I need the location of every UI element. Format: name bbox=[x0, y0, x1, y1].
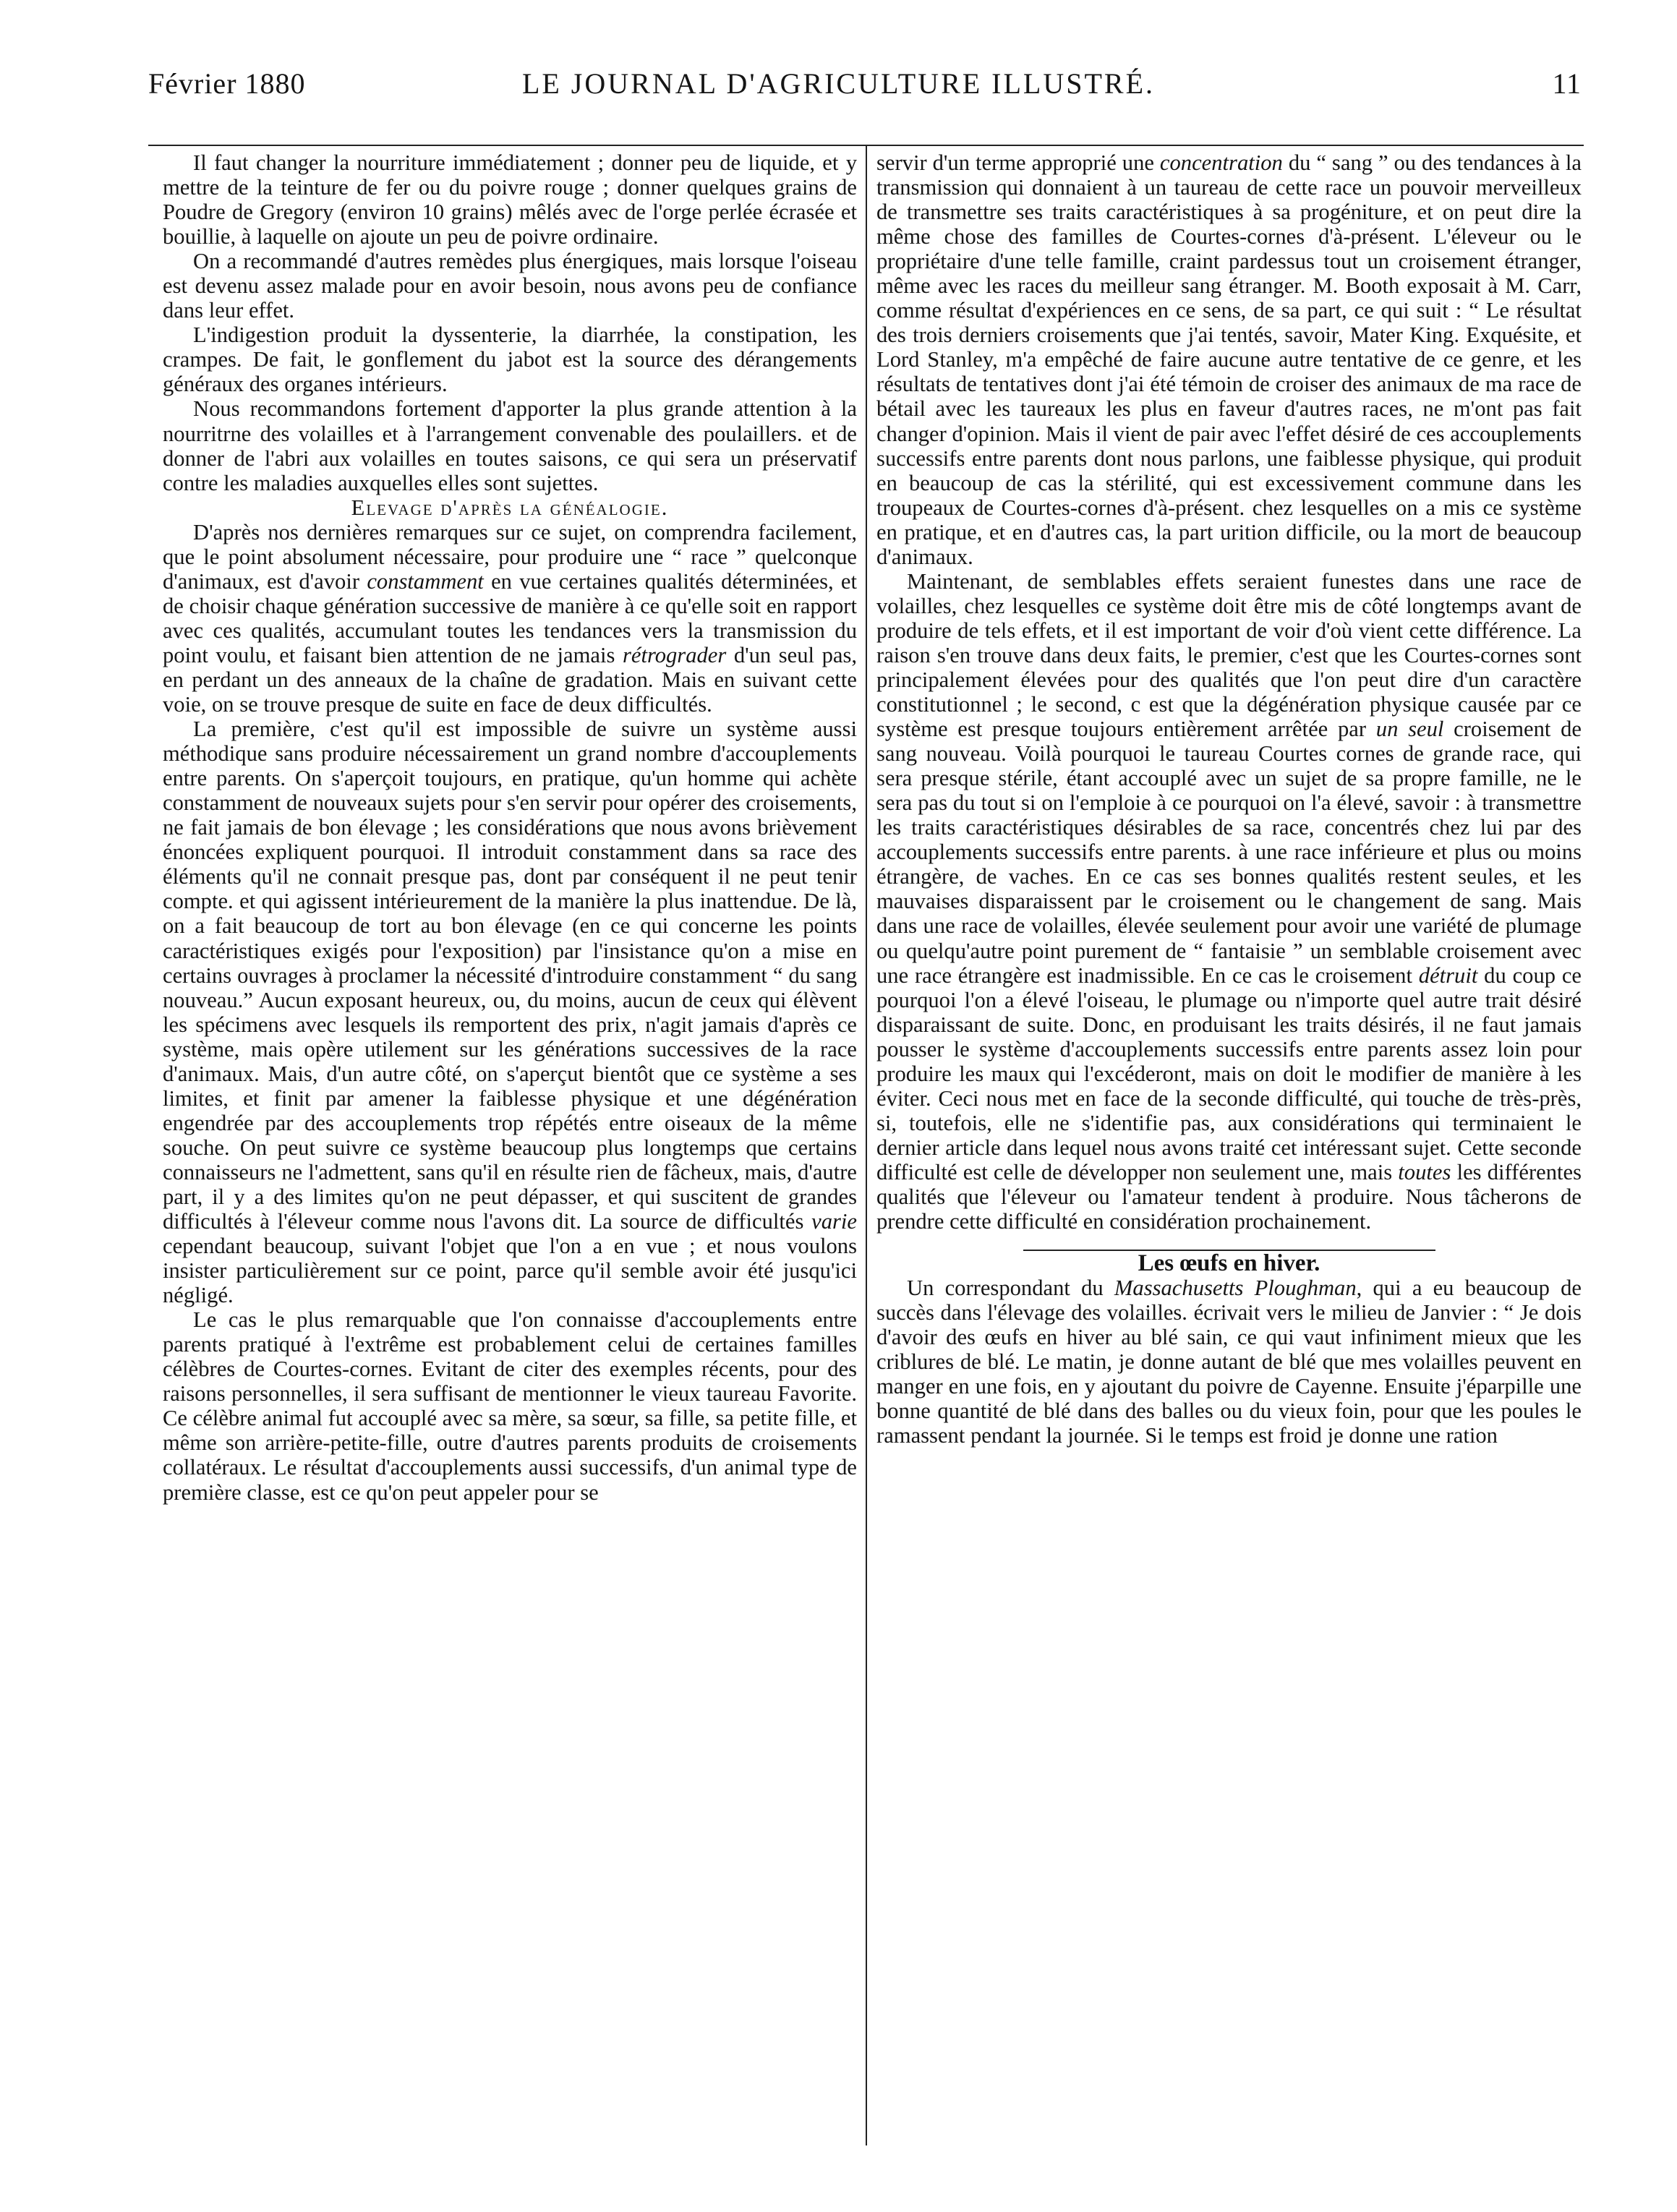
column-divider bbox=[866, 146, 867, 2145]
paragraph: L'indigestion produit la dyssenterie, la diarrhée, la constipation, les crampes. De fait, le gonflement du jabot est la source des dérangements généraux des organes intérieurs. bbox=[163, 323, 857, 397]
issue-date: Février 1880 bbox=[148, 67, 306, 100]
paragraph: Il faut changer la nourriture immédiatement ; donner peu de liquide, et y mettre de la teinture de fer ou du poivre rouge ; donner quelques grains de Poudre de Gregory (environ 10 grains) mêlés avec de l'orge perlée écrasée et bouillie, à laquelle on ajoute un peu de poivre ordinaire. bbox=[163, 150, 857, 249]
section-heading: Les œufs en hiver. bbox=[1138, 1250, 1320, 1277]
paragraph: La première, c'est qu'il est impossible de suivre un système aussi méthodique sans produire nécessairement un grand nombre d'accouplements entre parents. On s'aperçoit toujours, en pratique, qu'un homme qui achète constamment de nouveaux sujets pour s'en servir pour opérer des croisements, ne fait jamais de bon élevage ; les considérations que nous avons brièvement énoncées expliquent pourquoi. Il introduit constamment dans sa race des éléments qu'il ne connait presque pas, dont par conséquent il ne peut tenir compte. et qui agissent intérieurement de la manière la plus inattendue. De là, on a fait beaucoup de tort au bon élevage (en ce qui concerne les points caractéristiques exigés pour l'exposition) par l'insistance qu'on a mise en certains ouvrages à proclamer la nécessité d'introduire constamment “ du sang nouveau.” Aucun exposant heureux, ou, du moins, aucun de ceux qui élèvent les spécimens avec lesquels ils remportent des prix, n'agit jamais d'après ce système, mais opère utilement sur les générations successives de la race d'animaux. Mais, d'un autre côté, on s'aperçut bientôt que ce système a ses limites, et finit par amener la faiblesse physique et une dégénération engendrée par des accouplements trop répétés entre oiseaux de la même souche. On peut suivre ce système beaucoup plus longtemps que certains connaisseurs ne l'admettent, sans qu'il en résulte rien de fâcheux, mais, d'autre part, il y a des limites qu'on ne peut dépasser, et qui suscitent de grandes difficultés à l'éleveur comme nous l'avons dit. La source de difficultés varie cependant beaucoup, suivant l'objet que l'on a en vue ; et nous voulons insister particulièrement sur ce point, parce qu'il semble avoir été jusqu'ici négligé. bbox=[163, 717, 857, 1308]
paragraph: servir d'un terme approprié une concentration du “ sang ” ou des tendances à la transmission qui donnaient à un taureau de cette race un pouvoir merveilleux de transmettre ses traits caractéristiques à sa progéniture, et on peut dire la même chose des familles de Courtes-cornes d'à-présent. L'éleveur ou le propriétaire d'une telle famille, craint pardessus tout un croisement étranger, même avec les races du meilleur sang étranger. M. Booth exposait à M. Carr, comme résultat d'expériences en ce sens, de sa part, ce qui suit : “ Le résultat des trois derniers croisements que j'ai tentés, savoir, Mater King. Exquésite, et Lord Stanley, m'a empêché de faire aucune autre tentative de ce genre, et les résultats de tentatives dont j'ai été témoin de croiser des animaux de ma race de bétail avec les taureaux les plus en faveur d'autres races, ne m'ont pas fait changer d'opinion. Mais il vient de pair avec l'effet désiré de ces accouplements successifs entre parents dont nous parlons, une faiblesse physique, qui produit en beaucoup de cas la stérilité, qui est excessivement commune dans les troupeaux de Courtes-cornes d'à-présent. chez lesquelles on a mis ce système en pratique, et en d'autres cas, la part urition difficile, ou la mort de beaucoup d'animaux. bbox=[876, 150, 1582, 569]
paragraph: D'après nos dernières remarques sur ce sujet, on comprendra facilement, que le point absolument nécessaire, pour produire une “ race ” quelconque d'animaux, est d'avoir constamment en vue certaines qualités déterminées, et de choisir chaque génération successive de manière à ce qu'elle soit en rapport avec ces qualités, accumulant toutes les tendances vers la transmission du point voulu, et faisant bien attention de ne jamais rétrograder d'un seul pas, en perdant un des anneaux de la chaîne de gradation. Mais en suivant cette voie, on se trouve presque de suite en face de deux difficultés. bbox=[163, 519, 857, 717]
section-heading: Elevage d'après la généalogie. bbox=[351, 495, 669, 520]
paragraph: Nous recommandons fortement d'apporter la plus grande attention à la nourritrne des volailles et à l'arrangement convenable des poulaillers. et de donner de l'abri aux volailles en toutes saisons, ce qui sera un préservatif contre les maladies auxquelles elles sont sujettes. bbox=[163, 396, 857, 495]
left-column bbox=[163, 150, 857, 1505]
paragraph: Le cas le plus remarquable que l'on connaisse d'accouplements entre parents pratiqué à l'extrême est probablement celui de certaines familles célèbres de Courtes-cornes. Evitant de citer des exemples récents, pour des raisons personnelles, il sera suffisant de mentionner le vieux taureau Favorite. Ce célèbre animal fut accouplé avec sa mère, sa sœur, sa fille, sa petite fille, et même son arrière-petite-fille, outre d'autres parents produits de croisements collatéraux. Le résultat d'accouplements aussi successifs, d'un animal type de première classe, est ce qu'on peut appeler pour se bbox=[163, 1307, 857, 1505]
paragraph: Un correspondant du Massachusetts Ploughman, qui a eu beaucoup de succès dans l'élevage des volailles. écrivait vers le milieu de Janvier : “ Je dois d'avoir des œufs en hiver au blé sain, ce qui vaut infiniment mieux que les criblures de blé. Le matin, je donne autant de blé que mes volailles peuvent en manger en une fois, en y ajoutant du poivre de Cayenne. Ensuite j'éparpille une bonne quantité de blé dans des balles ou du vieux foin, pour que les poules le ramassent pendant la journée. Si le temps est froid je donne une ration bbox=[876, 1276, 1582, 1448]
right-column bbox=[876, 150, 1582, 1448]
paragraph: On a recommandé d'autres remèdes plus énergiques, mais lorsque l'oiseau est devenu assez malade pour en avoir besoin, nous avons peu de confiance dans leur effet. bbox=[163, 249, 857, 323]
journal-title: LE JOURNAL D'AGRICULTURE ILLUSTRÉ. bbox=[521, 67, 1156, 100]
page-number: 11 bbox=[1552, 67, 1582, 100]
paragraph: Maintenant, de semblables effets seraient funestes dans une race de volailles, chez lesquelles ce système doit être mis de côté longtemps avant de produire de tels effets, et il est important de voir d'où vient cette différence. La raison s'en trouve dans deux faits, le premier, c'est que les Courtes-cornes sont principalement élevées pour des qualités que l'on peut dire d'un caractère constitutionnel ; le second, c est que la dégénération physique causée par ce système est presque toujours entièrement arrêtée par un seul croisement de sang nouveau. Voilà pourquoi le taureau Courtes cornes de grande race, qui sera presque stérile, étant accouplé avec un sujet de sa propre famille, ne le sera pas du tout si on l'emploie à ce pourquoi on l'a élevé, savoir : à transmettre les traits caractéristiques désirables de sa race, concentrés chez lui par des accouplements successifs entre parents. à une race inférieure et plus ou moins étrangère, de vaches. En ce cas ses bonnes qualités restent seules, et les mauvaises disparaissent par le croisement ou le changement de sang. Mais dans une race de volailles, élevée seulement pour avoir une variété de plumage ou quelqu'autre point purement de “ fantaisie ” un semblable croisement avec une race étrangère est inadmissible. En ce cas le croisement détruit du coup ce pourquoi l'on a élevé l'oiseau, le plumage ou n'importe quel autre trait désiré disparaissant de suite. Donc, en produisant les traits désirés, il ne faut jamais pousser le système d'accouplements successifs entre parents assez loin pour produire les maux qui l'excéderont, mais on doit le modifier de manière à les éviter. Ceci nous met en face de la seconde difficulté, qui touche de très-près, si, toutefois, elle ne s'identifie pas, aux considérations qui terminaient le dernier article dans lequel nous avons traité cet intéressant sujet. Cette seconde difficulté est celle de développer non seulement une, mais toutes les différentes qualités que l'éleveur ou l'amateur tendent à produire. Nous tâcherons de prendre cette difficulté en considération prochainement. bbox=[876, 568, 1582, 1234]
